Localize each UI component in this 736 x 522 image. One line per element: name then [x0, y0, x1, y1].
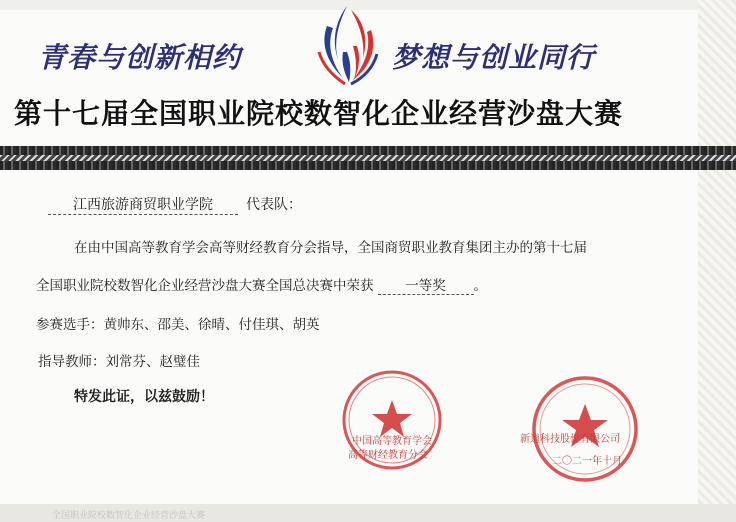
official-seal-company	[530, 374, 640, 484]
seal2-text-line1: 新道科技股份有限公司	[520, 434, 620, 445]
seal1-text-line1: 中国高等教育学会	[352, 436, 432, 447]
closing-statement: 特发此证，以兹鼓励！	[74, 389, 214, 405]
award-paragraph-line-2	[36, 274, 487, 295]
advisors-line	[38, 350, 200, 370]
advisors-label: 指导教师：	[38, 354, 106, 370]
slogan-right: 梦想与创业同行	[392, 41, 596, 74]
certificate-title: 第十七届全国职业院校数智化企业经营沙盘大赛	[14, 97, 624, 130]
slogan-left: 青春与创新相约	[38, 41, 242, 74]
team-suffix: 代表队：	[246, 197, 302, 213]
footer-text: 全国职业院校数智化企业经营沙盘大赛	[52, 511, 206, 521]
certificate-border-pattern	[698, 0, 736, 522]
competition-logo-icon	[313, 2, 383, 88]
contestants-label: 参赛选手：	[36, 317, 104, 333]
seal2-text-line2: 二〇二一年十月	[552, 456, 622, 467]
advisors-names: 刘常芬、赵璧佳	[105, 354, 200, 370]
award-paragraph-prefix: 全国职业院校数智化企业经营沙盘大赛全国总决赛中荣获	[36, 278, 374, 294]
decorative-band	[0, 146, 736, 170]
team-line	[48, 194, 302, 215]
team-name: 江西旅游商贸职业学院	[48, 194, 238, 215]
contestants-line	[36, 313, 320, 333]
award-level: 一等奖	[378, 274, 474, 295]
award-paragraph-line-1: 在由中国高等教育学会高等财经教育分会指导，全国商贸职业教育集团主办的第十七届	[74, 240, 587, 256]
contestants-names: 黄帅东、邵美、徐晴、付佳琪、胡英	[103, 317, 320, 333]
seal1-text-line2: 高等财经教育分会	[348, 450, 428, 461]
award-paragraph-end: 。	[473, 278, 487, 294]
